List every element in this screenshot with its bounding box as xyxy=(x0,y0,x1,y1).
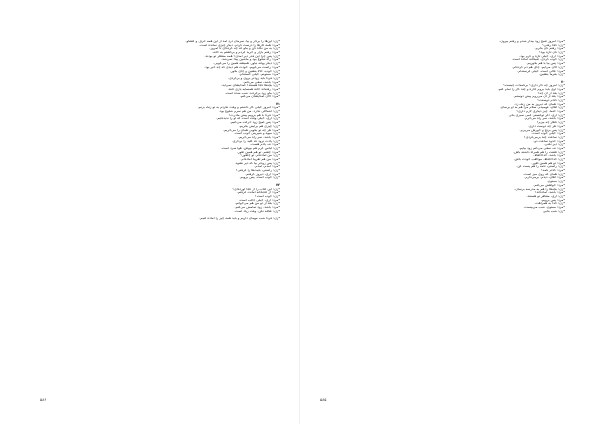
text-line: *مرد: پس صبح زود حرکت می‌کنیم. xyxy=(229,121,280,125)
right-page-text xyxy=(320,40,565,213)
right-page-number: ۵۸۵ xyxy=(320,397,327,402)
text-line: *مرد: امروز صبح زود بیدار شدم و رفتم بیرون. xyxy=(499,40,565,43)
left-page-number: ۵۸۶ xyxy=(40,397,47,402)
text-line: *زن: خوب کردی. صبحانه آماده است. xyxy=(511,58,565,62)
text-line: *مرد: باشد. خداحافظ. xyxy=(533,154,565,158)
text-line: *مرد: ممنونم. خیلی خسته‌ام. xyxy=(238,73,280,77)
text-line: *زن: آهان، فهمیدم. سلام مرا هم به او برسان. xyxy=(499,106,565,110)
text-line: *مرد: آری، خیلی جالب است. xyxy=(238,198,280,202)
text-line: *مرد: آمدم، آمدم. xyxy=(254,165,280,169)
text-line: *زن: چیزی هم برایش بخریم. xyxy=(238,124,280,128)
text-line: *مرد: از کتابخانه امانت گرفتم. xyxy=(236,191,280,195)
text-line: *مرد: هر چه تو بگویی همان را می‌خریم. xyxy=(223,128,280,132)
text-line: *زن: همان که روی میز است. xyxy=(523,172,565,176)
text-line: *مرد: کدام نامه؟ xyxy=(540,169,565,173)
text-line: *مرد: چشم. تو هم همین طور. xyxy=(236,150,280,154)
text-line: *زن: پس زودتر بیا که دیر نشود. xyxy=(234,161,280,165)
text-line: *زن: خوب، حالا بنشین و چای بخور. xyxy=(229,69,280,73)
text-line: *مرد: رفته‌اند خانهٔ همسایه بازی کنند. xyxy=(227,87,280,91)
text-line: *زن: دیگر بهانه نیاور. همیشه همین را می‌گویی. xyxy=(213,62,280,66)
text-line: *زن: بچه‌ها کجا هستند؟ صدایشان نمی‌آید. xyxy=(221,84,280,88)
text-line: *زن: آری، منتظر تو هستند. xyxy=(526,194,565,198)
text-line: *زن: کدام دوستت؟ xyxy=(537,99,565,102)
text-line: *مرد: رفتم نان بخرم. xyxy=(534,47,565,51)
text-line: *زن: خداحافظ. مواظب خودت باش. xyxy=(513,158,565,161)
text-line: *زن: بعد از تو من هم می‌خوانم. xyxy=(234,202,280,206)
left-page-text xyxy=(40,40,280,221)
text-line: *مرد: نه، سعی می‌کنم زود بیایم. xyxy=(518,146,565,150)
text-line: *مرد: پس برویم. xyxy=(540,198,565,202)
text-line: *زن: الان می‌آیم. چای هم دم کرده‌ام. xyxy=(512,65,565,69)
text-line: *مرد: همان که دیروز به من زنگ زد. xyxy=(514,102,565,106)
text-line: *مرد: باشد. آماده‌اند؟ xyxy=(534,191,565,195)
text-line: *زن: تلفنت را هم همراه داشته باش. xyxy=(513,150,565,154)
text-line: *زن: بچه‌ها را هم به مدرسه برسان. xyxy=(514,187,565,191)
text-line: *زن: پس برنج و خورش می‌پزم. xyxy=(519,128,565,132)
text-line: *زن: لباس گرم هم بپوش. هوا سرد است. xyxy=(220,146,280,150)
text-line: *زن: دیر نکنی. xyxy=(543,143,565,147)
text-line: *زن: ناهار چه بپزم؟ xyxy=(536,121,565,125)
text-line: *زن: راستی، نامه را هم پست کن. xyxy=(516,165,565,169)
text-line: *زن: عجله نکن. وقت زیاد است. xyxy=(234,209,280,213)
text-line: *زن: کجا رفتی؟ xyxy=(542,43,565,47)
text-line: *مرد: نه، یادم هست. xyxy=(250,143,280,147)
text-line: *زن: آری، اگر توانستی کمی سبزی بخر. xyxy=(508,113,565,117)
text-line: *مرد: امروز خیلی کار داشتم و وقت نکردم به تو زنگ بزنم. xyxy=(197,106,280,110)
text-line: *زن: فردا شب مهمان داریم و باید همه چیز را آماده کنیم. xyxy=(199,217,280,220)
text-line: *مرد: باشد. زود تمامش می‌کنم. xyxy=(234,205,280,209)
text-line: *مرد: من هم تقریباً آماده‌ام. xyxy=(240,158,280,161)
text-line: *زن: خوب است. پس برویم. xyxy=(239,176,280,180)
section-marker: ۷۲ xyxy=(275,182,280,187)
text-line: *مرد: الان صدایشان می‌کنم. xyxy=(239,95,280,99)
text-line: *زن: اشکالی ندارد. من هم سرم شلوغ بود. xyxy=(218,110,280,114)
text-line: *زن: ممنون. xyxy=(546,180,565,184)
text-line: *زن: بگو زود برگردند. شب شده است. xyxy=(224,91,280,95)
text-line: *مرد: آری، خیلی تازه و گرم بود. xyxy=(519,54,565,58)
text-line: *مرد: خیلی خوب است. xyxy=(531,132,565,136)
text-line: *زن: میوه و شیرینی خوب است. xyxy=(233,132,280,136)
text-line: *مرد: اول باید بروم اداره و چند کار را تمام کنم. xyxy=(497,87,565,91)
text-line: *مرد: حدود ساعت دو. xyxy=(533,139,565,143)
text-line: *مرد: بعد از آن می‌روم پیش دوستم. xyxy=(513,95,565,99)
text-line: *مرد: باشد. سر راه می‌خریم. xyxy=(238,135,280,139)
text-line: *مرد: پس بیا با هم بخوریم. xyxy=(526,62,565,66)
text-line: *مرد: عالی است. خیلی گرسنه‌ام. xyxy=(517,69,565,73)
section-marker: ۷۱ xyxy=(275,101,280,106)
section-marker: ۷۰ xyxy=(560,79,565,84)
text-line: *مرد: فردا با هم برویم پیش مادرت؟ xyxy=(228,113,280,117)
text-line: *مرد: راه شلوغ بود و ماشین پیدا نمی‌شد. xyxy=(221,58,280,62)
right-page xyxy=(300,0,600,424)
text-line: *زن: آری، خیلی وقت است که او را ندیده‌ایم. xyxy=(216,117,280,121)
text-line: *مرد: آری، دیروز گرفتم. xyxy=(245,172,280,176)
text-line: *مرد: باشد، سعی می‌کنم. xyxy=(243,80,280,84)
text-line: *مرد: باشد، سر راه می‌خرم. xyxy=(524,117,565,121)
text-line: *مرد: آهان، دیدم. برمی‌دارم. xyxy=(524,176,565,180)
text-line: *زن: امروز چه کار داری؟ برنامه‌ات چیست؟ xyxy=(503,84,565,88)
text-line: *زن: من آماده‌ام. تو چطور؟ xyxy=(240,154,280,158)
text-line: *زن: به من نگاه کن و بگو که چه کرده‌ای تا امروز. xyxy=(209,47,280,51)
text-line: *زن: فردا باید زودتر بروی و برگردی. xyxy=(228,76,280,80)
text-line: *زن: بفرما بنشین. xyxy=(538,73,565,77)
text-line: *زن: خدا به همراهت. xyxy=(534,202,565,206)
text-line: *مرد: حتماً. چیز دیگری لازم داری؟ xyxy=(516,110,565,114)
text-line: *زن: ساعت چند برمی‌گردی؟ xyxy=(523,135,565,139)
text-line: *مرد: همهٔ کارها را درست کردم. دیگر چیزی نمانده است. xyxy=(199,43,280,47)
text-line: *مرد: راست می‌گویم. خودت هم دیدی که چه خبر بود. xyxy=(204,65,280,69)
text-line: *زن: یادت نرود که کلید را برداری. xyxy=(231,139,280,143)
text-line: *مرد: تو هم همین طور. xyxy=(531,161,565,165)
text-line: *مرد: هر چه دوست داری. xyxy=(527,124,565,128)
text-line: *زن: پس چرا این قدر دیر آمدی؟ همه منتظر تو بودند. xyxy=(204,54,280,58)
text-line: *مرد: رفتم بازار و خرید کردم و برگشتم به خانه. xyxy=(212,51,280,55)
text-line: *زن: شب بخیر. xyxy=(542,209,565,213)
text-line: *زن: راستی، بلیت‌ها را گرفتی؟ xyxy=(235,169,280,173)
text-line: *مرد: ممنون. شب می‌بینمت. xyxy=(523,205,565,209)
text-line: *مرد: خواهش می‌کنم. xyxy=(533,183,565,187)
text-line: *زن: خوب است؟ xyxy=(254,194,280,198)
text-line: *زن: این‌ها را بردار و بیا. سرمان درد آمد از این همه حرف و گفتگو. xyxy=(185,40,280,43)
text-line: *زن: نان تازه بود؟ xyxy=(538,51,565,55)
text-line: *زن: بعد از آن چه؟ xyxy=(537,91,565,95)
text-line: *زن: این کتاب را از کجا آورده‌ای؟ xyxy=(232,187,280,191)
